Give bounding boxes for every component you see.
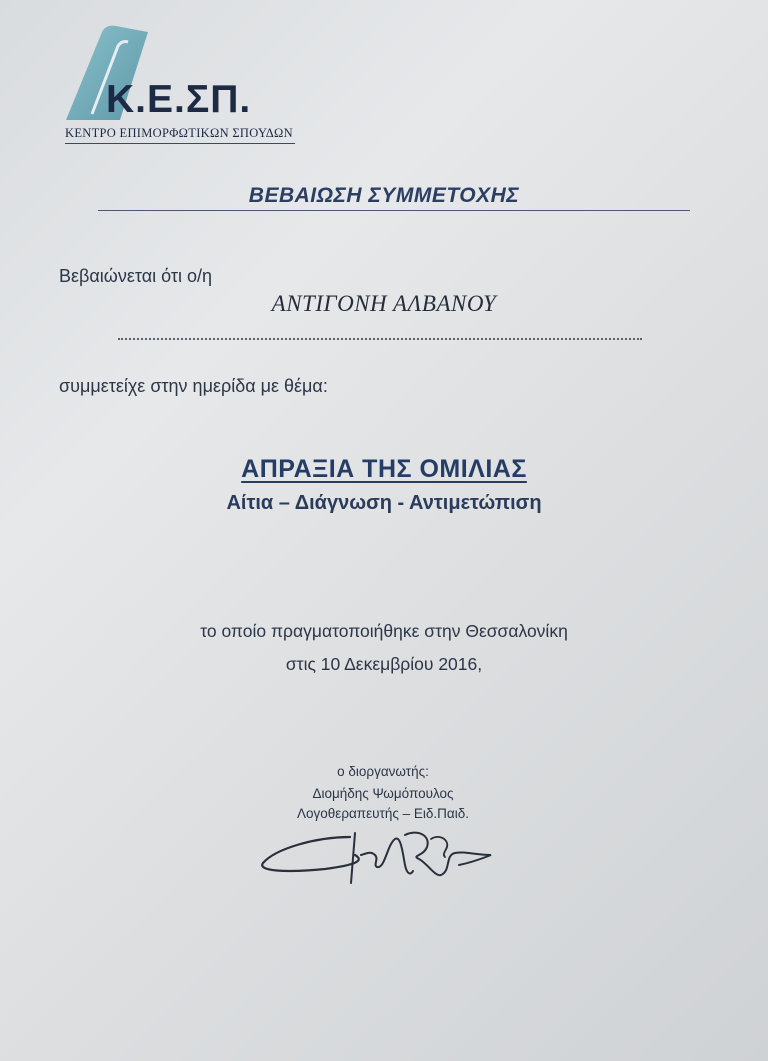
organizer-name: Διομήδης Ψωμόπουλος <box>312 786 454 801</box>
certificate-title: ΒΕΒΑΙΩΣΗ ΣΥΜΜΕΤΟΧΗΣ <box>248 184 520 207</box>
name-dotted-line <box>118 338 642 340</box>
logo-underline <box>65 143 295 144</box>
organizer-role: Λογοθεραπευτής – Ειδ.Παιδ. <box>297 806 469 821</box>
logo-full-name: ΚΕΝΤΡΟ ΕΠΙΜΟΡΦΩΤΙΚΩΝ ΣΠΟΥΔΩΝ <box>65 126 293 140</box>
location-line: το οποίο πραγματοποιήθηκε στην Θεσσαλονίκη <box>200 621 568 641</box>
title-rule <box>98 210 690 211</box>
seminar-subtopic: Αίτια – Διάγνωση - Αντιμετώπιση <box>226 492 542 514</box>
certify-line: Βεβαιώνεται ότι ο/η <box>59 266 213 286</box>
logo-abbreviation: Κ.Ε.ΣΠ. <box>106 78 252 121</box>
handwritten-signature <box>255 825 500 885</box>
participated-line: συμμετείχε στην ημερίδα με θέμα: <box>59 376 328 396</box>
seminar-topic: ΑΠΡΑΞΙΑ ΤΗΣ ΟΜΙΛΙΑΣ <box>241 455 527 483</box>
kesp-logo <box>62 22 302 152</box>
recipient-name: ΑΝΤΙΓΟΝΗ ΑΛΒΑΝΟΥ <box>271 291 497 316</box>
organizer-label: ο διοργανωτής: <box>337 764 429 779</box>
date-line: στις 10 Δεκεμβρίου 2016, <box>285 654 483 674</box>
